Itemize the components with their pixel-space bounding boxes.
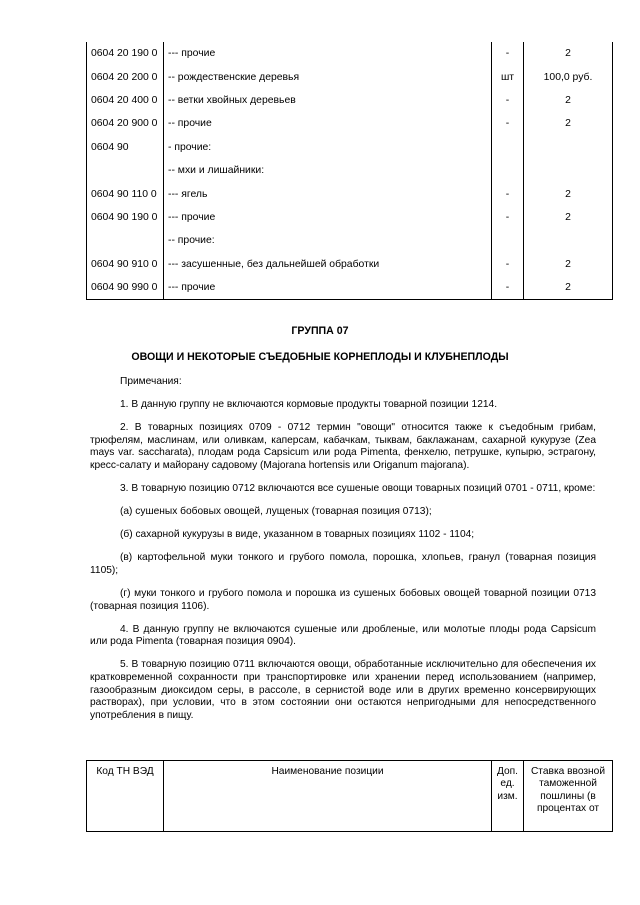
tariff-rate: 2 <box>524 112 613 135</box>
header-rate: Ставка ввозной таможенной пошлины (в процентах от <box>524 761 613 832</box>
table-row <box>87 89 613 112</box>
tariff-rate: 2 <box>524 182 613 205</box>
tariff-name: --- засушенные, без дальнейшей обработки <box>164 253 492 276</box>
tariff-code: 0604 90 110 0 <box>87 182 164 205</box>
note-3d: (г) муки тонкого и грубого помола и порошка из сушеных бобовых овощей товарной позиции 0713 (товарная позиция 1106). <box>90 588 596 612</box>
group-title: ОВОЩИ И НЕКОТОРЫЕ СЪЕДОБНЫЕ КОРНЕПЛОДЫ И КЛУБНЕПЛОДЫ <box>131 351 509 363</box>
tariff-rate <box>524 229 613 252</box>
table-row <box>87 276 613 300</box>
table-row <box>87 112 613 135</box>
tariff-unit <box>492 159 524 182</box>
table-row <box>87 229 613 252</box>
note-1: 1. В данную группу не включаются кормовые продукты товарной позиции 1214. <box>120 399 498 411</box>
note-3: 3. В товарную позицию 0712 включаются все сушеные овощи товарных позиций 0701 - 0711, кроме: <box>120 483 596 495</box>
tariff-table-body <box>87 42 613 300</box>
tariff-rate: 2 <box>524 253 613 276</box>
tariff-unit <box>492 136 524 159</box>
tariff-unit: - <box>492 112 524 135</box>
table-row <box>87 206 613 229</box>
tariff-code: 0604 20 900 0 <box>87 112 164 135</box>
group-number: ГРУППА 07 <box>291 325 349 337</box>
notes-section <box>90 376 596 733</box>
note-4: 4. В данную группу не включаются сушеные или дробленые, или молотые плоды рода Capsicum или рода Pimenta (товарная позиция 0904). <box>90 623 596 648</box>
header-table <box>86 760 613 832</box>
tariff-name: -- рождественские деревья <box>164 65 492 88</box>
table-row <box>87 42 613 65</box>
tariff-rate <box>524 136 613 159</box>
tariff-name: -- прочие: <box>164 229 492 252</box>
tariff-unit: - <box>492 182 524 205</box>
tariff-code <box>87 159 164 182</box>
notes-heading: Примечания: <box>120 376 182 387</box>
tariff-name: --- прочие <box>164 206 492 229</box>
header-code: Код ТН ВЭД <box>87 761 164 832</box>
tariff-unit: - <box>492 276 524 300</box>
tariff-code: 0604 90 <box>87 136 164 159</box>
tariff-name: -- ветки хвойных деревьев <box>164 89 492 112</box>
tariff-rate: 2 <box>524 42 613 65</box>
tariff-name: -- прочие <box>164 112 492 135</box>
note-2: 2. В товарных позициях 0709 - 0712 термин "овощи" относится также к съедобным грибам, трюфелям, маслинам, или оливкам, каперсам, кабачкам, тыквам, баклажанам, сахарной кукурузе (Zea mays var. saccharata), плодам рода Capsicum или рода Pimenta, фенхелю, петрушке, купырю, эстрагону, кресс-салату и майорану садовому (Majorana hortensis или Origanum majorana). <box>90 422 596 471</box>
note-5: 5. В товарную позицию 0711 включаются овощи, обработанные исключительно для обеспечения их кратковременной сохранности при транспортировке или хранении перед использованием (например, газообразным диоксидом серы, в рассоле, в сернистой воде или в других временно консервирующих растворах), при условии, что в этом состоянии они остаются непригодными для непосредственного употребления в пищу. <box>90 659 596 721</box>
tariff-code <box>87 229 164 252</box>
tariff-unit: - <box>492 206 524 229</box>
tariff-name: --- ягель <box>164 182 492 205</box>
tariff-unit <box>492 229 524 252</box>
tariff-code: 0604 20 400 0 <box>87 89 164 112</box>
tariff-code: 0604 90 190 0 <box>87 206 164 229</box>
table-row <box>87 159 613 182</box>
table-row <box>87 65 613 88</box>
tariff-code: 0604 90 910 0 <box>87 253 164 276</box>
note-3b: (б) сахарной кукурузы в виде, указанном в товарных позициях 1102 - 1104; <box>120 529 475 541</box>
tariff-name: - прочие: <box>164 136 492 159</box>
table-row <box>87 253 613 276</box>
tariff-name: --- прочие <box>164 42 492 65</box>
table-row <box>87 136 613 159</box>
tariff-unit: - <box>492 89 524 112</box>
note-3a: (а) сушеных бобовых овощей, лущеных (товарная позиция 0713); <box>120 506 432 518</box>
tariff-code: 0604 20 190 0 <box>87 42 164 65</box>
tariff-unit: шт <box>492 65 524 88</box>
tariff-rate: 2 <box>524 206 613 229</box>
tariff-code: 0604 90 990 0 <box>87 276 164 300</box>
tariff-rate <box>524 159 613 182</box>
tariff-rate: 100,0 руб. <box>524 65 613 88</box>
tariff-name: --- прочие <box>164 276 492 300</box>
tariff-name: -- мхи и лишайники: <box>164 159 492 182</box>
tariff-unit: - <box>492 42 524 65</box>
tariff-rate: 2 <box>524 89 613 112</box>
tariff-table <box>86 42 613 300</box>
header-unit: Доп. ед. изм. <box>492 761 524 832</box>
header-name: Наименование позиции <box>164 761 492 832</box>
tariff-rate: 2 <box>524 276 613 300</box>
header-row <box>87 761 613 832</box>
tariff-code: 0604 20 200 0 <box>87 65 164 88</box>
tariff-unit: - <box>492 253 524 276</box>
table-row <box>87 182 613 205</box>
note-3c: (в) картофельной муки тонкого и грубого помола, порошка, хлопьев, гранул (товарная позиция 1105); <box>90 552 596 576</box>
